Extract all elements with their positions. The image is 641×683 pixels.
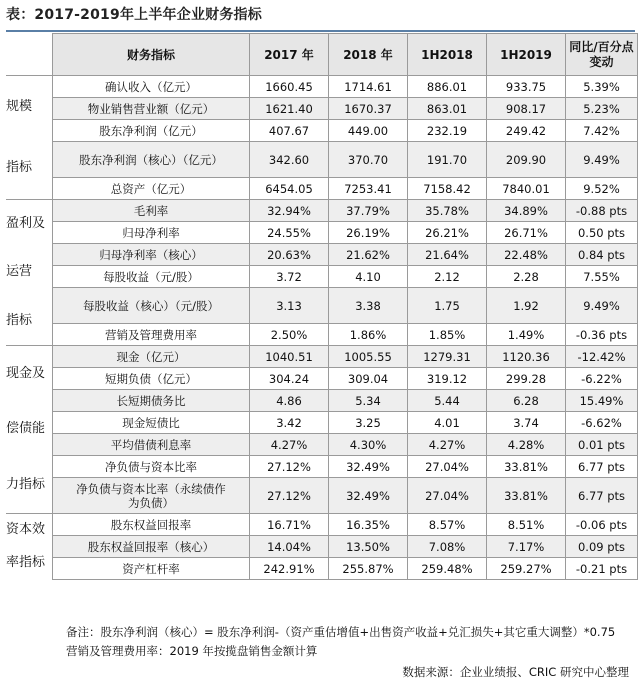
value-cell: 449.00 bbox=[329, 120, 408, 142]
metric-name-cell: 平均借债利息率 bbox=[53, 434, 250, 456]
value-cell: 7.08% bbox=[408, 536, 487, 558]
value-cell: 6.77 pts bbox=[566, 456, 638, 478]
metric-name-cell: 净负债与资本比率（永续债作为负债） bbox=[53, 478, 250, 514]
value-cell: 259.27% bbox=[487, 558, 566, 580]
value-cell: 191.70 bbox=[408, 142, 487, 178]
value-cell: 7158.42 bbox=[408, 178, 487, 200]
footnote-1: 备注：股东净利润（核心）= 股东净利润-（资产重估增值+出售资产收益+兑汇损失+其它重大调整）*0.75 bbox=[66, 625, 616, 639]
value-cell: 5.39% bbox=[566, 76, 638, 98]
table-row bbox=[53, 434, 638, 456]
value-cell: 3.72 bbox=[250, 266, 329, 288]
value-cell: 886.01 bbox=[408, 76, 487, 98]
value-cell: 255.87% bbox=[329, 558, 408, 580]
header-metric: 财务指标 bbox=[53, 34, 250, 76]
value-cell: 863.01 bbox=[408, 98, 487, 120]
table-row bbox=[53, 76, 638, 98]
group-label-line: 运营 bbox=[6, 264, 33, 280]
value-cell: -0.36 pts bbox=[566, 324, 638, 346]
value-cell: 1621.40 bbox=[250, 98, 329, 120]
value-cell: 2.12 bbox=[408, 266, 487, 288]
value-cell: 1120.36 bbox=[487, 346, 566, 368]
table-row bbox=[53, 244, 638, 266]
table-row bbox=[53, 390, 638, 412]
value-cell: 2.28 bbox=[487, 266, 566, 288]
value-cell: 4.01 bbox=[408, 412, 487, 434]
group-label-line: 偿债能 bbox=[6, 421, 46, 437]
group-label-line: 指标 bbox=[6, 312, 33, 328]
value-cell: 407.67 bbox=[250, 120, 329, 142]
table-row bbox=[53, 368, 638, 390]
value-cell: 3.25 bbox=[329, 412, 408, 434]
metric-name-cell: 确认收入（亿元） bbox=[53, 76, 250, 98]
value-cell: 232.19 bbox=[408, 120, 487, 142]
value-cell: 21.64% bbox=[408, 244, 487, 266]
group-label-line: 率指标 bbox=[6, 554, 46, 570]
value-cell: 6454.05 bbox=[250, 178, 329, 200]
value-cell: 1.92 bbox=[487, 288, 566, 324]
table-row bbox=[53, 536, 638, 558]
value-cell: 32.49% bbox=[329, 456, 408, 478]
metric-name-cell: 股东权益回报率（核心） bbox=[53, 536, 250, 558]
value-cell: 37.79% bbox=[329, 200, 408, 222]
header-change: 同比/百分点变动 bbox=[566, 34, 638, 76]
value-cell: 908.17 bbox=[487, 98, 566, 120]
value-cell: 249.42 bbox=[487, 120, 566, 142]
value-cell: 32.94% bbox=[250, 200, 329, 222]
value-cell: 22.48% bbox=[487, 244, 566, 266]
value-cell: 4.86 bbox=[250, 390, 329, 412]
value-cell: 1714.61 bbox=[329, 76, 408, 98]
value-cell: 0.09 pts bbox=[566, 536, 638, 558]
table-row bbox=[53, 288, 638, 324]
value-cell: 309.04 bbox=[329, 368, 408, 390]
value-cell: 299.28 bbox=[487, 368, 566, 390]
metric-name-cell: 归母净利率 bbox=[53, 222, 250, 244]
value-cell: 7.42% bbox=[566, 120, 638, 142]
footnote-2: 营销及管理费用率：2019 年按揽盘销售金额计算 bbox=[66, 644, 318, 658]
value-cell: 319.12 bbox=[408, 368, 487, 390]
value-cell: 7253.41 bbox=[329, 178, 408, 200]
group-label bbox=[6, 513, 52, 579]
value-cell: 8.51% bbox=[487, 514, 566, 536]
value-cell: -0.06 pts bbox=[566, 514, 638, 536]
value-cell: 5.44 bbox=[408, 390, 487, 412]
value-cell: 26.21% bbox=[408, 222, 487, 244]
value-cell: 27.04% bbox=[408, 478, 487, 514]
metric-name-cell: 资产杠杆率 bbox=[53, 558, 250, 580]
value-cell: 9.49% bbox=[566, 288, 638, 324]
value-cell: 259.48% bbox=[408, 558, 487, 580]
value-cell: 26.19% bbox=[329, 222, 408, 244]
value-cell: 3.42 bbox=[250, 412, 329, 434]
value-cell: 16.71% bbox=[250, 514, 329, 536]
metric-name-cell: 现金（亿元） bbox=[53, 346, 250, 368]
value-cell: 3.13 bbox=[250, 288, 329, 324]
table-row bbox=[53, 200, 638, 222]
value-cell: 1.85% bbox=[408, 324, 487, 346]
table-row bbox=[53, 266, 638, 288]
group-label-line: 规模 bbox=[6, 98, 33, 114]
table-header-row bbox=[53, 34, 638, 76]
value-cell: 304.24 bbox=[250, 368, 329, 390]
metric-name-cell: 营销及管理费用率 bbox=[53, 324, 250, 346]
value-cell: -12.42% bbox=[566, 346, 638, 368]
header-1h2019: 1H2019 bbox=[487, 34, 566, 76]
group-label-line: 资本效 bbox=[6, 522, 46, 538]
header-1h2018: 1H2018 bbox=[408, 34, 487, 76]
value-cell: 242.91% bbox=[250, 558, 329, 580]
value-cell: 26.71% bbox=[487, 222, 566, 244]
metric-name-cell: 股东权益回报率 bbox=[53, 514, 250, 536]
table-row bbox=[53, 412, 638, 434]
value-cell: 6.28 bbox=[487, 390, 566, 412]
metric-name-cell: 物业销售营业额（亿元） bbox=[53, 98, 250, 120]
value-cell: 2.50% bbox=[250, 324, 329, 346]
table-row bbox=[53, 346, 638, 368]
title-rule bbox=[6, 30, 635, 32]
value-cell: 4.27% bbox=[408, 434, 487, 456]
metric-name-cell: 股东净利润（核心）（亿元） bbox=[53, 142, 250, 178]
table-row bbox=[53, 98, 638, 120]
value-cell: 1279.31 bbox=[408, 346, 487, 368]
table-row bbox=[53, 478, 638, 514]
metric-name-cell: 每股收益（核心）（元/股） bbox=[53, 288, 250, 324]
metric-name-cell: 短期负债（亿元） bbox=[53, 368, 250, 390]
table-row bbox=[53, 514, 638, 536]
value-cell: 7.55% bbox=[566, 266, 638, 288]
metric-name-cell: 总资产（亿元） bbox=[53, 178, 250, 200]
value-cell: -6.62% bbox=[566, 412, 638, 434]
value-cell: 16.35% bbox=[329, 514, 408, 536]
value-cell: 4.27% bbox=[250, 434, 329, 456]
table-row bbox=[53, 120, 638, 142]
table-row bbox=[53, 456, 638, 478]
financial-table bbox=[52, 33, 638, 580]
value-cell: 9.52% bbox=[566, 178, 638, 200]
value-cell: 32.49% bbox=[329, 478, 408, 514]
value-cell: 4.10 bbox=[329, 266, 408, 288]
value-cell: 342.60 bbox=[250, 142, 329, 178]
value-cell: 33.81% bbox=[487, 456, 566, 478]
value-cell: 1.86% bbox=[329, 324, 408, 346]
value-cell: 1005.55 bbox=[329, 346, 408, 368]
group-label bbox=[6, 345, 52, 513]
value-cell: 0.50 pts bbox=[566, 222, 638, 244]
header-2018: 2018 年 bbox=[329, 34, 408, 76]
metric-name-cell: 每股收益（元/股） bbox=[53, 266, 250, 288]
value-cell: 21.62% bbox=[329, 244, 408, 266]
group-label-line: 现金及 bbox=[6, 365, 46, 381]
table-row bbox=[53, 222, 638, 244]
value-cell: 6.77 pts bbox=[566, 478, 638, 514]
value-cell: 4.28% bbox=[487, 434, 566, 456]
metric-name-cell: 归母净利率（核心） bbox=[53, 244, 250, 266]
value-cell: 209.90 bbox=[487, 142, 566, 178]
value-cell: 27.12% bbox=[250, 478, 329, 514]
header-2017: 2017 年 bbox=[250, 34, 329, 76]
value-cell: 8.57% bbox=[408, 514, 487, 536]
value-cell: -0.88 pts bbox=[566, 200, 638, 222]
value-cell: 14.04% bbox=[250, 536, 329, 558]
group-label-line: 指标 bbox=[6, 160, 33, 176]
value-cell: 9.49% bbox=[566, 142, 638, 178]
value-cell: 1670.37 bbox=[329, 98, 408, 120]
value-cell: 0.84 pts bbox=[566, 244, 638, 266]
value-cell: 13.50% bbox=[329, 536, 408, 558]
metric-name-cell: 毛利率 bbox=[53, 200, 250, 222]
value-cell: -6.22% bbox=[566, 368, 638, 390]
value-cell: 3.74 bbox=[487, 412, 566, 434]
value-cell: 1.49% bbox=[487, 324, 566, 346]
value-cell: 1660.45 bbox=[250, 76, 329, 98]
metric-name-cell: 净负债与资本比率 bbox=[53, 456, 250, 478]
page-title: 表：2017-2019年上半年企业财务指标 bbox=[6, 7, 262, 23]
value-cell: 35.78% bbox=[408, 200, 487, 222]
value-cell: 5.34 bbox=[329, 390, 408, 412]
metric-name-cell: 现金短债比 bbox=[53, 412, 250, 434]
value-cell: 20.63% bbox=[250, 244, 329, 266]
value-cell: 27.12% bbox=[250, 456, 329, 478]
value-cell: 0.01 pts bbox=[566, 434, 638, 456]
group-label bbox=[6, 75, 52, 199]
value-cell: 24.55% bbox=[250, 222, 329, 244]
value-cell: 1040.51 bbox=[250, 346, 329, 368]
value-cell: 933.75 bbox=[487, 76, 566, 98]
value-cell: 370.70 bbox=[329, 142, 408, 178]
value-cell: 4.30% bbox=[329, 434, 408, 456]
metric-name-cell: 长短期债务比 bbox=[53, 390, 250, 412]
metric-name-cell: 股东净利润（亿元） bbox=[53, 120, 250, 142]
value-cell: 7.17% bbox=[487, 536, 566, 558]
table-row bbox=[53, 178, 638, 200]
value-cell: 15.49% bbox=[566, 390, 638, 412]
table-row bbox=[53, 324, 638, 346]
group-label bbox=[6, 199, 52, 345]
value-cell: -0.21 pts bbox=[566, 558, 638, 580]
value-cell: 27.04% bbox=[408, 456, 487, 478]
data-source: 数据来源：企业业绩报、CRIC 研究中心整理 bbox=[402, 665, 629, 679]
table-row bbox=[53, 142, 638, 178]
value-cell: 7840.01 bbox=[487, 178, 566, 200]
group-label-line: 盈利及 bbox=[6, 216, 46, 232]
value-cell: 34.89% bbox=[487, 200, 566, 222]
value-cell: 5.23% bbox=[566, 98, 638, 120]
group-label-line: 力指标 bbox=[6, 477, 46, 493]
table-row bbox=[53, 558, 638, 580]
value-cell: 3.38 bbox=[329, 288, 408, 324]
value-cell: 33.81% bbox=[487, 478, 566, 514]
value-cell: 1.75 bbox=[408, 288, 487, 324]
